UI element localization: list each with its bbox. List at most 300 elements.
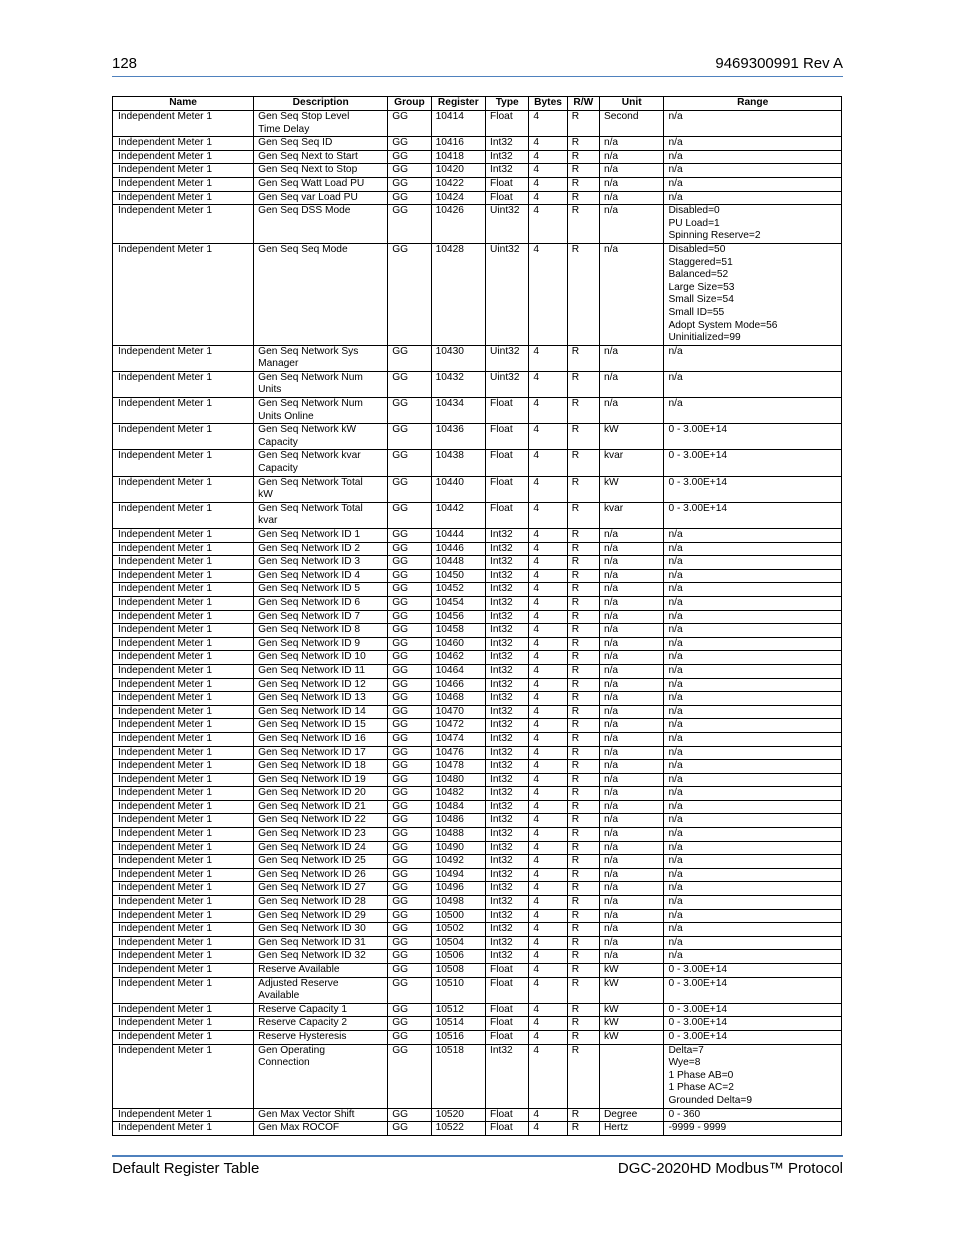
cell-name: Independent Meter 1 xyxy=(113,1122,254,1136)
cell-bytes: 4 xyxy=(529,1003,567,1017)
cell-range xyxy=(664,424,842,450)
cell-description-line: Gen Seq Next to Stop xyxy=(258,164,358,176)
cell-group: GG xyxy=(388,1030,431,1044)
cell-type: Int32 xyxy=(486,624,529,638)
cell-group: GG xyxy=(388,773,431,787)
cell-name: Independent Meter 1 xyxy=(113,137,254,151)
cell-unit: n/a xyxy=(599,896,664,910)
cell-name: Independent Meter 1 xyxy=(113,868,254,882)
cell-type: Int32 xyxy=(486,882,529,896)
cell-bytes: 4 xyxy=(529,1122,567,1136)
cell-bytes: 4 xyxy=(529,164,567,178)
cell-rw: R xyxy=(567,692,599,706)
cell-type: Float xyxy=(486,1030,529,1044)
cell-description xyxy=(254,746,388,760)
cell-range-line: n/a xyxy=(668,828,683,840)
cell-range xyxy=(664,529,842,543)
cell-range-line: n/a xyxy=(668,787,683,799)
cell-group: GG xyxy=(388,746,431,760)
cell-type: Float xyxy=(486,424,529,450)
cell-unit: n/a xyxy=(599,828,664,842)
cell-range xyxy=(664,692,842,706)
cell-bytes: 4 xyxy=(529,1030,567,1044)
cell-type: Float xyxy=(486,1108,529,1122)
cell-description-line: Gen Seq Network ID 27 xyxy=(258,882,366,894)
cell-name: Independent Meter 1 xyxy=(113,719,254,733)
cell-unit: n/a xyxy=(599,800,664,814)
cell-range xyxy=(664,1122,842,1136)
cell-type: Int32 xyxy=(486,746,529,760)
cell-bytes: 4 xyxy=(529,678,567,692)
cell-register: 10514 xyxy=(431,1017,485,1031)
cell-range-line: 0 - 3.00E+14 xyxy=(668,1003,728,1015)
cell-name: Independent Meter 1 xyxy=(113,705,254,719)
cell-group: GG xyxy=(388,569,431,583)
cell-group: GG xyxy=(388,164,431,178)
cell-register: 10438 xyxy=(431,450,485,476)
cell-unit: n/a xyxy=(599,882,664,896)
cell-range-line: n/a xyxy=(668,542,683,554)
cell-range xyxy=(664,371,842,397)
cell-description-line: Capacity xyxy=(258,436,298,448)
table-row xyxy=(113,569,842,583)
cell-register: 10486 xyxy=(431,814,485,828)
cell-group: GG xyxy=(388,964,431,978)
header-rule xyxy=(112,76,843,77)
cell-bytes: 4 xyxy=(529,637,567,651)
cell-name: Independent Meter 1 xyxy=(113,732,254,746)
cell-group: GG xyxy=(388,624,431,638)
cell-rw: R xyxy=(567,191,599,205)
cell-range xyxy=(664,450,842,476)
cell-range-line: -9999 - 9999 xyxy=(668,1122,727,1134)
cell-rw: R xyxy=(567,596,599,610)
cell-unit: n/a xyxy=(599,814,664,828)
cell-group: GG xyxy=(388,205,431,244)
cell-unit: n/a xyxy=(599,624,664,638)
cell-description xyxy=(254,596,388,610)
cell-type: Int32 xyxy=(486,773,529,787)
cell-name: Independent Meter 1 xyxy=(113,205,254,244)
cell-bytes: 4 xyxy=(529,556,567,570)
cell-register: 10488 xyxy=(431,828,485,842)
cell-range xyxy=(664,760,842,774)
cell-bytes: 4 xyxy=(529,450,567,476)
cell-description-line: Gen Operating xyxy=(258,1044,325,1056)
cell-unit: n/a xyxy=(599,855,664,869)
cell-description-line: Available xyxy=(258,990,300,1002)
cell-description xyxy=(254,1003,388,1017)
cell-description xyxy=(254,424,388,450)
cell-bytes: 4 xyxy=(529,909,567,923)
cell-rw: R xyxy=(567,732,599,746)
cell-group: GG xyxy=(388,1044,431,1108)
table-row xyxy=(113,502,842,528)
cell-rw: R xyxy=(567,1122,599,1136)
cell-name: Independent Meter 1 xyxy=(113,841,254,855)
cell-description-line: Units Online xyxy=(258,410,314,422)
cell-name: Independent Meter 1 xyxy=(113,345,254,371)
cell-bytes: 4 xyxy=(529,868,567,882)
cell-bytes: 4 xyxy=(529,664,567,678)
cell-description-line: Units xyxy=(258,384,282,396)
cell-group: GG xyxy=(388,705,431,719)
cell-description-line: Gen Seq Network ID 13 xyxy=(258,692,366,704)
cell-unit: kW xyxy=(599,1003,664,1017)
cell-range-line: Spinning Reserve=2 xyxy=(668,230,761,242)
cell-group: GG xyxy=(388,651,431,665)
cell-rw: R xyxy=(567,760,599,774)
cell-range-line: Small Size=54 xyxy=(668,294,734,306)
cell-unit: n/a xyxy=(599,542,664,556)
table-row xyxy=(113,719,842,733)
cell-unit: n/a xyxy=(599,868,664,882)
cell-name: Independent Meter 1 xyxy=(113,923,254,937)
cell-description xyxy=(254,556,388,570)
cell-range xyxy=(664,814,842,828)
cell-group: GG xyxy=(388,719,431,733)
cell-description xyxy=(254,137,388,151)
cell-description-line: Gen Seq Network ID 4 xyxy=(258,569,361,581)
cell-description-line: Gen Seq var Load PU xyxy=(258,191,358,203)
cell-description-line: Gen Seq Network Total xyxy=(258,476,363,488)
cell-register: 10414 xyxy=(431,111,485,137)
cell-register: 10424 xyxy=(431,191,485,205)
cell-description-line: Gen Seq Network ID 21 xyxy=(258,800,366,812)
cell-bytes: 4 xyxy=(529,476,567,502)
cell-range xyxy=(664,137,842,151)
cell-group: GG xyxy=(388,345,431,371)
cell-description xyxy=(254,243,388,345)
cell-bytes: 4 xyxy=(529,964,567,978)
cell-name: Independent Meter 1 xyxy=(113,177,254,191)
cell-name: Independent Meter 1 xyxy=(113,814,254,828)
cell-type: Float xyxy=(486,502,529,528)
cell-group: GG xyxy=(388,977,431,1003)
cell-unit: n/a xyxy=(599,556,664,570)
cell-group: GG xyxy=(388,732,431,746)
cell-bytes: 4 xyxy=(529,610,567,624)
cell-rw: R xyxy=(567,476,599,502)
cell-range-line: n/a xyxy=(668,773,683,785)
cell-description-line: Gen Seq Network ID 30 xyxy=(258,923,366,935)
table-row xyxy=(113,137,842,151)
cell-rw: R xyxy=(567,610,599,624)
cell-range-line: 1 Phase AB=0 xyxy=(668,1069,734,1081)
cell-rw: R xyxy=(567,651,599,665)
cell-description-line: Gen Seq Network ID 9 xyxy=(258,637,361,649)
cell-register: 10482 xyxy=(431,787,485,801)
cell-description xyxy=(254,476,388,502)
cell-unit: n/a xyxy=(599,664,664,678)
cell-bytes: 4 xyxy=(529,150,567,164)
table-row xyxy=(113,746,842,760)
cell-description xyxy=(254,705,388,719)
table-row xyxy=(113,556,842,570)
cell-register: 10460 xyxy=(431,637,485,651)
cell-description-line: Gen Seq Network ID 8 xyxy=(258,624,361,636)
footer-rule xyxy=(112,1155,843,1157)
cell-description-line: Reserve Capacity 2 xyxy=(258,1017,348,1029)
cell-rw: R xyxy=(567,977,599,1003)
cell-description-line: Gen Seq Watt Load PU xyxy=(258,177,365,189)
cell-range-line: Uninitialized=99 xyxy=(668,332,741,344)
cell-description-line: Gen Seq Seq ID xyxy=(258,137,333,149)
cell-unit: n/a xyxy=(599,191,664,205)
cell-register: 10444 xyxy=(431,529,485,543)
cell-range-line: Disabled=0 xyxy=(668,205,720,217)
cell-range xyxy=(664,732,842,746)
table-row xyxy=(113,583,842,597)
cell-range-line: n/a xyxy=(668,651,683,663)
cell-rw: R xyxy=(567,424,599,450)
cell-description xyxy=(254,111,388,137)
cell-description-line: Gen Seq Network ID 7 xyxy=(258,610,361,622)
cell-group: GG xyxy=(388,800,431,814)
table-row xyxy=(113,868,842,882)
cell-range-line: n/a xyxy=(668,705,683,717)
cell-register: 10518 xyxy=(431,1044,485,1108)
cell-bytes: 4 xyxy=(529,243,567,345)
cell-name: Independent Meter 1 xyxy=(113,760,254,774)
cell-group: GG xyxy=(388,1108,431,1122)
cell-group: GG xyxy=(388,111,431,137)
cell-name: Independent Meter 1 xyxy=(113,191,254,205)
cell-description-line: Capacity xyxy=(258,463,298,475)
cell-register: 10504 xyxy=(431,936,485,950)
cell-register: 10458 xyxy=(431,624,485,638)
cell-range-line: n/a xyxy=(668,855,683,867)
cell-type: Float xyxy=(486,398,529,424)
cell-register: 10428 xyxy=(431,243,485,345)
table-row xyxy=(113,732,842,746)
cell-type: Int32 xyxy=(486,719,529,733)
cell-description xyxy=(254,773,388,787)
cell-description-line: Gen Max ROCOF xyxy=(258,1122,340,1134)
cell-description-line: Gen Seq Network ID 31 xyxy=(258,936,366,948)
cell-type: Int32 xyxy=(486,787,529,801)
footer-title: DGC-2020HD Modbus™ Protocol xyxy=(617,1160,843,1177)
cell-range xyxy=(664,773,842,787)
cell-bytes: 4 xyxy=(529,1044,567,1108)
cell-group: GG xyxy=(388,137,431,151)
cell-range xyxy=(664,828,842,842)
cell-rw: R xyxy=(567,450,599,476)
cell-name: Independent Meter 1 xyxy=(113,1003,254,1017)
cell-description xyxy=(254,205,388,244)
cell-register: 10462 xyxy=(431,651,485,665)
cell-group: GG xyxy=(388,923,431,937)
cell-name: Independent Meter 1 xyxy=(113,909,254,923)
cell-group: GG xyxy=(388,868,431,882)
cell-rw: R xyxy=(567,936,599,950)
cell-rw: R xyxy=(567,502,599,528)
cell-description xyxy=(254,1122,388,1136)
cell-rw: R xyxy=(567,814,599,828)
cell-group: GG xyxy=(388,177,431,191)
cell-description-line: Connection xyxy=(258,1057,310,1069)
cell-range xyxy=(664,678,842,692)
cell-register: 10440 xyxy=(431,476,485,502)
cell-range-line: 0 - 3.00E+14 xyxy=(668,450,728,462)
cell-type: Int32 xyxy=(486,1044,529,1108)
cell-name: Independent Meter 1 xyxy=(113,651,254,665)
cell-range-line: Small ID=55 xyxy=(668,306,725,318)
cell-range xyxy=(664,177,842,191)
cell-type: Float xyxy=(486,191,529,205)
table-row xyxy=(113,678,842,692)
cell-range xyxy=(664,243,842,345)
column-header: Group xyxy=(388,97,431,111)
cell-bytes: 4 xyxy=(529,760,567,774)
table-row xyxy=(113,164,842,178)
cell-description-line: Gen Seq Stop Level xyxy=(258,111,350,122)
cell-range-line: n/a xyxy=(668,137,683,149)
cell-range-line: n/a xyxy=(668,923,683,935)
cell-bytes: 4 xyxy=(529,896,567,910)
cell-group: GG xyxy=(388,398,431,424)
cell-range-line: n/a xyxy=(668,841,683,853)
cell-rw: R xyxy=(567,1017,599,1031)
table-row xyxy=(113,964,842,978)
cell-range xyxy=(664,191,842,205)
cell-description xyxy=(254,502,388,528)
cell-description-line: Gen Seq Network ID 16 xyxy=(258,732,366,744)
cell-register: 10516 xyxy=(431,1030,485,1044)
column-header: R/W xyxy=(567,97,599,111)
cell-range-line: n/a xyxy=(668,569,683,581)
cell-description-line: Gen Seq Network ID 28 xyxy=(258,896,366,908)
table-row xyxy=(113,814,842,828)
table-row xyxy=(113,1030,842,1044)
cell-range-line: n/a xyxy=(668,596,683,608)
cell-type: Int32 xyxy=(486,936,529,950)
cell-description-line: Gen Seq Seq Mode xyxy=(258,243,348,255)
cell-bytes: 4 xyxy=(529,583,567,597)
cell-range xyxy=(664,637,842,651)
cell-group: GG xyxy=(388,502,431,528)
cell-register: 10476 xyxy=(431,746,485,760)
cell-name: Independent Meter 1 xyxy=(113,773,254,787)
cell-unit: n/a xyxy=(599,841,664,855)
cell-register: 10474 xyxy=(431,732,485,746)
cell-group: GG xyxy=(388,950,431,964)
cell-description-line: Gen Seq Network Num xyxy=(258,398,363,410)
cell-rw: R xyxy=(567,583,599,597)
cell-bytes: 4 xyxy=(529,191,567,205)
cell-name: Independent Meter 1 xyxy=(113,243,254,345)
cell-name: Independent Meter 1 xyxy=(113,398,254,424)
cell-bytes: 4 xyxy=(529,787,567,801)
cell-description xyxy=(254,398,388,424)
cell-group: GG xyxy=(388,583,431,597)
cell-name: Independent Meter 1 xyxy=(113,678,254,692)
cell-description xyxy=(254,542,388,556)
cell-description xyxy=(254,371,388,397)
cell-type: Int32 xyxy=(486,909,529,923)
cell-description-line: Gen Seq Network ID 5 xyxy=(258,583,361,595)
cell-type: Int32 xyxy=(486,164,529,178)
cell-description-line: Gen Seq Network ID 15 xyxy=(258,719,366,731)
cell-description-line: Gen Seq Network ID 19 xyxy=(258,773,366,785)
cell-range-line: 0 - 3.00E+14 xyxy=(668,502,728,514)
cell-rw: R xyxy=(567,909,599,923)
cell-unit: kW xyxy=(599,476,664,502)
cell-description-line: Gen Seq Network ID 3 xyxy=(258,556,361,568)
cell-description-line: Gen Seq Network ID 17 xyxy=(258,746,366,758)
cell-type: Int32 xyxy=(486,529,529,543)
cell-range-line: n/a xyxy=(668,909,683,921)
cell-range xyxy=(664,1108,842,1122)
cell-type: Int32 xyxy=(486,732,529,746)
table-row xyxy=(113,111,842,137)
cell-rw: R xyxy=(567,371,599,397)
cell-type: Int32 xyxy=(486,828,529,842)
cell-bytes: 4 xyxy=(529,596,567,610)
cell-range-line: 0 - 3.00E+14 xyxy=(668,476,728,488)
cell-register: 10520 xyxy=(431,1108,485,1122)
cell-register: 10490 xyxy=(431,841,485,855)
cell-unit: Second xyxy=(599,111,664,137)
cell-name: Independent Meter 1 xyxy=(113,529,254,543)
cell-description-line: Gen Seq Network ID 14 xyxy=(258,705,366,717)
cell-range-line: n/a xyxy=(668,164,683,176)
cell-type: Int32 xyxy=(486,800,529,814)
cell-description-line: Reserve Hysteresis xyxy=(258,1030,347,1042)
cell-range-line: 0 - 3.00E+14 xyxy=(668,964,728,975)
cell-name: Independent Meter 1 xyxy=(113,1030,254,1044)
cell-description-line: Gen Seq Network Num xyxy=(258,371,363,383)
cell-bytes: 4 xyxy=(529,1017,567,1031)
cell-description xyxy=(254,692,388,706)
cell-range-line: n/a xyxy=(668,529,683,540)
cell-range xyxy=(664,909,842,923)
cell-rw: R xyxy=(567,137,599,151)
cell-name: Independent Meter 1 xyxy=(113,800,254,814)
cell-bytes: 4 xyxy=(529,345,567,371)
cell-bytes: 4 xyxy=(529,705,567,719)
cell-description-line: Gen Seq Network ID 24 xyxy=(258,841,366,853)
cell-register: 10436 xyxy=(431,424,485,450)
column-header: Range xyxy=(664,97,842,111)
cell-bytes: 4 xyxy=(529,732,567,746)
cell-rw: R xyxy=(567,1003,599,1017)
cell-description xyxy=(254,800,388,814)
column-header: Unit xyxy=(599,97,664,111)
cell-range xyxy=(664,556,842,570)
cell-description-line: Reserve Available xyxy=(258,964,340,975)
table-row xyxy=(113,882,842,896)
cell-description xyxy=(254,529,388,543)
cell-range xyxy=(664,345,842,371)
cell-description xyxy=(254,651,388,665)
cell-range xyxy=(664,936,842,950)
cell-register: 10450 xyxy=(431,569,485,583)
cell-description-line: Gen Seq Network ID 12 xyxy=(258,678,366,690)
cell-register: 10472 xyxy=(431,719,485,733)
table-row xyxy=(113,760,842,774)
cell-type: Int32 xyxy=(486,137,529,151)
cell-range-line: Delta=7 xyxy=(668,1044,704,1056)
table-row xyxy=(113,1108,842,1122)
cell-range-line: n/a xyxy=(668,692,683,704)
cell-register: 10470 xyxy=(431,705,485,719)
table-header-row xyxy=(113,97,842,111)
cell-register: 10416 xyxy=(431,137,485,151)
cell-bytes: 4 xyxy=(529,529,567,543)
cell-unit: n/a xyxy=(599,678,664,692)
cell-description xyxy=(254,583,388,597)
